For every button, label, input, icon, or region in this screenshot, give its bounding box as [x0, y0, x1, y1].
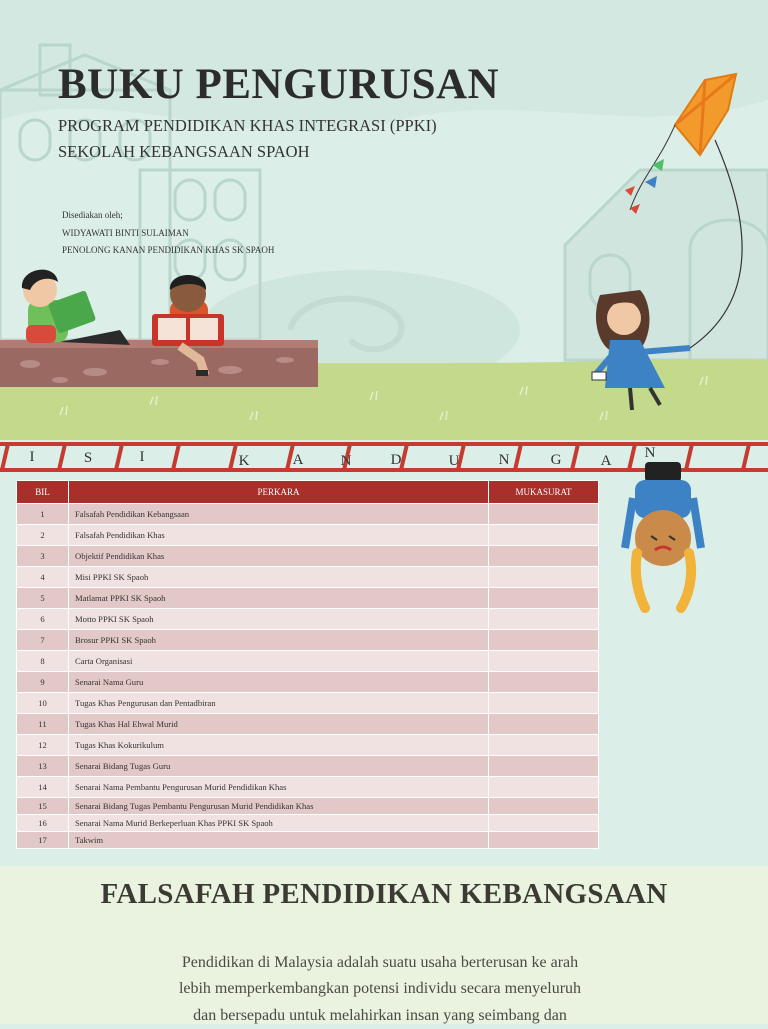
table-header-row	[17, 481, 599, 504]
cell-mukasurat	[489, 630, 599, 651]
header-bil: BIL	[17, 481, 69, 504]
background-building-right	[565, 170, 768, 360]
table-row	[17, 714, 599, 735]
cell-perkara: Tugas Khas Hal Ehwal Murid	[69, 714, 489, 735]
cell-perkara: Carta Organisasi	[69, 651, 489, 672]
cell-perkara: Senarai Nama Murid Berkeperluan Khas PPKI SK Spaoh	[69, 815, 489, 832]
banner-letter: A	[600, 453, 612, 469]
cell-bil: 2	[17, 525, 69, 546]
cell-bil: 9	[17, 672, 69, 693]
banner-letter: K	[238, 453, 250, 469]
cell-bil: 14	[17, 777, 69, 798]
cell-perkara: Tugas Khas Kokurikulum	[69, 735, 489, 756]
school-name: SEKOLAH KEBANGSAAN SPAOH	[58, 142, 310, 161]
table-row	[17, 672, 599, 693]
cell-bil: 5	[17, 588, 69, 609]
table-row	[17, 504, 599, 525]
table-row	[17, 693, 599, 714]
banner-letter: A	[292, 452, 304, 468]
table-row	[17, 735, 599, 756]
cell-bil: 10	[17, 693, 69, 714]
table-row	[17, 777, 599, 798]
cell-bil: 12	[17, 735, 69, 756]
cell-perkara: Brosur PPKI SK Spaoh	[69, 630, 489, 651]
cell-perkara: Misi PPKI SK Spaoh	[69, 567, 489, 588]
cell-bil: 1	[17, 504, 69, 525]
banner-letter: I	[139, 449, 145, 465]
banner-letter: U	[448, 453, 460, 469]
cell-mukasurat	[489, 714, 599, 735]
cell-bil: 4	[17, 567, 69, 588]
table-row	[17, 546, 599, 567]
banner-letter: N	[340, 453, 352, 469]
cell-perkara: Matlamat PPKI SK Spaoh	[69, 588, 489, 609]
boy-reading-lying	[22, 270, 130, 345]
rail-tie	[59, 444, 65, 470]
cell-mukasurat	[489, 756, 599, 777]
cell-bil: 3	[17, 546, 69, 567]
header-mukasurat: MUKASURAT	[489, 481, 599, 504]
stone-wall	[0, 340, 318, 387]
cell-mukasurat	[489, 815, 599, 832]
rail-tie	[116, 444, 122, 470]
book-title: BUKU PENGURUSAN	[58, 61, 500, 108]
falsafah-line-1: Pendidikan di Malaysia adalah suatu usaha berterusan ke arah	[181, 954, 579, 971]
prepared-by-role: PENOLONG KANAN PENDIDIKAN KHAS SK SPAOH	[62, 245, 275, 256]
cell-perkara: Senarai Bidang Tugas Pembantu Pengurusan Murid Pendidikan Khas	[69, 798, 489, 815]
rail-tie	[173, 444, 179, 470]
table-row	[17, 756, 599, 777]
banner-letter: N	[644, 445, 656, 461]
cell-bil: 8	[17, 651, 69, 672]
cell-bil: 6	[17, 609, 69, 630]
banner-letter: I	[29, 449, 35, 465]
table-row	[17, 525, 599, 546]
table-row	[17, 588, 599, 609]
prepared-by-label: Disediakan oleh;	[62, 210, 123, 220]
rail-tie	[743, 444, 749, 470]
table-row	[17, 630, 599, 651]
cell-mukasurat	[489, 735, 599, 756]
falsafah-body	[110, 950, 650, 1029]
cell-mukasurat	[489, 588, 599, 609]
cell-mukasurat	[489, 672, 599, 693]
cell-bil: 15	[17, 798, 69, 815]
table-row	[17, 609, 599, 630]
banner-letter: G	[550, 452, 562, 468]
rail-tie	[2, 444, 8, 470]
falsafah-title: FALSAFAH PENDIDIKAN KEBANGSAAN	[100, 878, 668, 910]
cell-mukasurat	[489, 546, 599, 567]
cell-perkara: Tugas Khas Pengurusan dan Pentadbiran	[69, 693, 489, 714]
cell-mukasurat	[489, 693, 599, 714]
falsafah-line-2: lebih memperkembangkan potensi individu secara menyeluruh	[178, 980, 582, 998]
cell-bil: 16	[17, 815, 69, 832]
rail-tie	[401, 444, 407, 470]
table-row	[17, 815, 599, 832]
table-row	[17, 832, 599, 849]
rail-tie	[515, 444, 521, 470]
table-row	[17, 567, 599, 588]
banner-letter: D	[390, 452, 402, 468]
rail-tie	[230, 444, 236, 470]
cell-perkara: Motto PPKI SK Spaoh	[69, 609, 489, 630]
cell-mukasurat	[489, 832, 599, 849]
program-name: PROGRAM PENDIDIKAN KHAS INTEGRASI (PPKI)	[58, 116, 437, 136]
table-row	[17, 651, 599, 672]
cell-bil: 7	[17, 630, 69, 651]
prepared-by-block	[62, 207, 274, 260]
cell-mukasurat	[489, 777, 599, 798]
cell-mukasurat	[489, 651, 599, 672]
cell-mukasurat	[489, 504, 599, 525]
cell-perkara: Senarai Bidang Tugas Guru	[69, 756, 489, 777]
boy-hanging-upside-down	[615, 458, 705, 613]
falsafah-line-3: dan bersepadu untuk melahirkan insan yang seimbang dan	[193, 1006, 567, 1024]
cell-perkara: Objektif Pendidikan Khas	[69, 546, 489, 567]
cover-text	[58, 60, 578, 165]
prepared-by-name: WIDYAWATI BINTI SULAIMAN	[62, 227, 189, 238]
table-row	[17, 798, 599, 815]
cell-perkara: Senarai Nama Pembantu Pengurusan Murid Pendidikan Khas	[69, 777, 489, 798]
table-of-contents	[16, 480, 599, 849]
cell-perkara: Falsafah Pendidikan Kebangsaan	[69, 504, 489, 525]
rail-tie	[572, 444, 578, 470]
header-perkara: PERKARA	[69, 481, 489, 504]
cell-bil: 11	[17, 714, 69, 735]
banner-letter: N	[498, 452, 510, 468]
cell-bil: 13	[17, 756, 69, 777]
cell-perkara: Falsafah Pendidikan Khas	[69, 525, 489, 546]
cell-perkara: Takwim	[69, 832, 489, 849]
cell-mukasurat	[489, 609, 599, 630]
cell-mukasurat	[489, 525, 599, 546]
cell-bil: 17	[17, 832, 69, 849]
cell-perkara: Senarai Nama Guru	[69, 672, 489, 693]
cell-mukasurat	[489, 798, 599, 815]
cell-mukasurat	[489, 567, 599, 588]
banner-letter: S	[83, 450, 93, 466]
